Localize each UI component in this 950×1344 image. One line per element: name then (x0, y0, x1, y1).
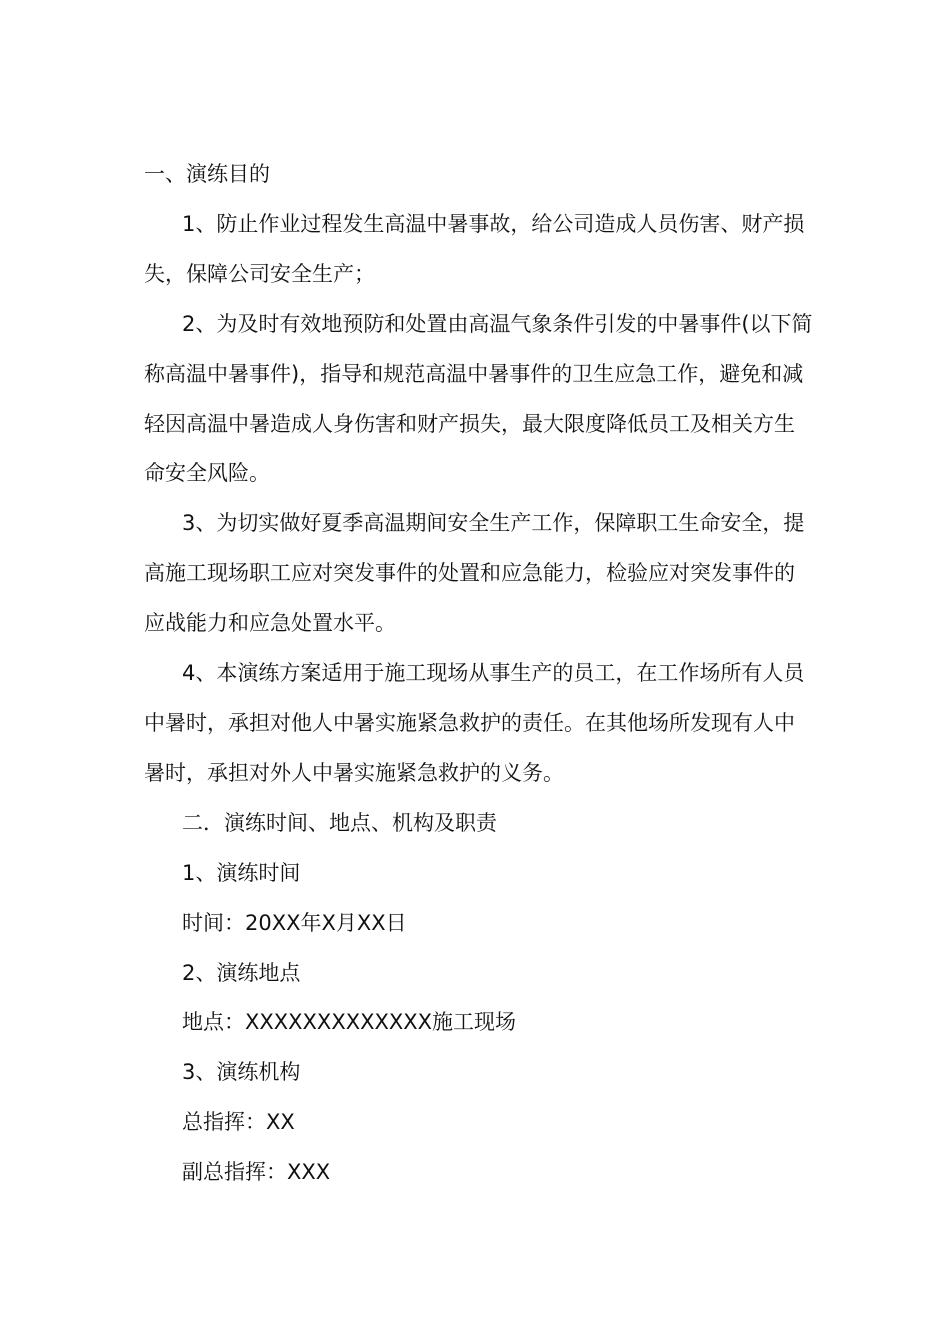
paragraph-purpose-3: 3、为切实做好夏季高温期间安全生产工作，保障职工生命安全，提高施工现场职工应对突发事件的处置和应急能力，检验应对突发事件的应战能力和应急处置水平。 (144, 511, 805, 636)
place-value: 地点：XXXXXXXXXXXXX施工现场 (182, 1010, 517, 1035)
time-value: 时间：20XX年X月XX日 (182, 910, 407, 935)
section-heading-purpose: 一、演练目的 (144, 162, 270, 186)
subheading-time: 1、演练时间 (182, 860, 301, 885)
paragraph-purpose-4: 4、本演练方案适用于施工现场从事生产的员工，在工作场所有人员中暑时，承担对他人中暑实施紧急救护的责任。在其他场所发现有人中暑时，承担对外人中暑实施紧急救护的义务。 (144, 661, 805, 785)
document-body (144, 150, 814, 1198)
deputy-commander: 副总指挥：XXX (182, 1160, 331, 1185)
subheading-organization: 3、演练机构 (182, 1060, 301, 1085)
paragraph-purpose-1: 1、防止作业过程发生高温中暑事故，给公司造成人员伤害、财产损失，保障公司安全生产； (144, 211, 805, 286)
paragraph-purpose-2: 2、为及时有效地预防和处置由高温气象条件引发的中暑事件(以下简称高温中暑事件)，指导和规范高温中暑事件的卫生应急工作，避免和减轻因高温中暑造成人身伤害和财产损失，最大限度降低员工及相关方生命安全风险。 (144, 311, 813, 486)
subheading-place: 2、演练地点 (182, 960, 301, 985)
chief-commander: 总指挥：XX (182, 1110, 295, 1135)
section-heading-schedule: 二．演练时间、地点、机构及职责 (182, 810, 497, 835)
